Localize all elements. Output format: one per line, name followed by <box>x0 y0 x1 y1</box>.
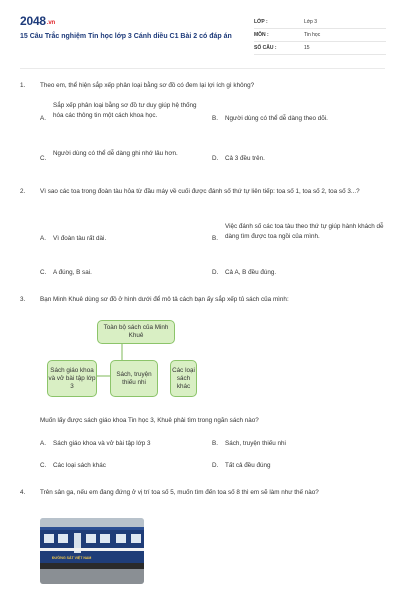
meta-row-class <box>254 16 386 29</box>
document-header <box>20 14 385 62</box>
option-letter: C. <box>40 155 47 162</box>
option-text: Sắp xếp phân loại bằng sơ đồ tư duy giúp hệ thống hóa các thông tin một cách khoa học. <box>53 102 197 119</box>
train-livery-text: ĐƯỜNG SẮT VIỆT NAM <box>52 556 92 560</box>
question-number: 1. <box>20 82 26 89</box>
option-letter: B. <box>212 115 218 122</box>
diagram-child-other-books: Các loại sách khác <box>170 360 197 397</box>
option-text: Cả 3 đều trên. <box>225 155 265 162</box>
question-number: 2. <box>20 188 26 195</box>
option-letter: C. <box>40 269 47 276</box>
meta-table <box>254 16 386 55</box>
option-text: Người dùng có thể dễ dàng ghi nhớ lâu hơn. <box>53 150 178 157</box>
option-letter: A. <box>40 115 46 122</box>
meta-key: MÔN : <box>254 32 269 38</box>
option-text: Tất cả đều đúng <box>225 462 271 469</box>
option-text: Việc đánh số các toa tàu theo thứ tự giúp hành khách dễ dàng tìm được toa ngồi của mình. <box>225 223 384 240</box>
diagram-child-children-books: Sách, truyện thiếu nhi <box>110 360 158 397</box>
question-text: Trên sân ga, nếu em đang đứng ở vị trí toa số 5, muốn tìm đến toa số 8 thì em sẽ làm như thế nào? <box>40 489 319 496</box>
meta-key: LỚP : <box>254 19 268 25</box>
option-text: Sách, truyện thiếu nhi <box>225 440 286 447</box>
logo-suffix: .vn <box>46 20 55 26</box>
option-letter: D. <box>212 155 219 162</box>
train-illustration <box>40 518 144 584</box>
question-text: Bạn Minh Khuê dùng sơ đồ ở hình dưới để mô tả cách bạn ấy sắp xếp tủ sách của mình: <box>40 296 289 303</box>
meta-value: Tin học <box>304 32 321 38</box>
header-divider <box>20 68 385 69</box>
question-3-subtext <box>40 416 370 426</box>
document-title: 15 Câu Trắc nghiệm Tin học lớp 3 Cánh diều C1 Bài 2 có đáp án <box>20 33 232 40</box>
diagram-child-textbooks: Sách giáo khoa và vở bài tập lớp 3 <box>47 360 97 397</box>
question-text: Vì sao các toa trong đoàn tàu hỏa từ đầu máy về cuối được đánh số thứ tự liên tiếp: toa số 1, toa số 2, toa số 3...? <box>40 188 360 195</box>
meta-value: 15 <box>304 45 310 51</box>
question-text: Theo em, thể hiện sắp xếp phân loại bằng sơ đồ có đem lại lợi ích gì không? <box>40 82 255 89</box>
meta-key: SỐ CÂU : <box>254 45 277 51</box>
option-letter: B. <box>212 440 218 447</box>
logo-text: 2048 <box>20 14 46 28</box>
question-number: 4. <box>20 489 26 496</box>
option-text: Các loại sách khác <box>53 462 106 469</box>
meta-value: Lớp 3 <box>304 19 318 25</box>
option-letter: D. <box>212 462 219 469</box>
diagram-root-node: Toàn bộ sách của Minh Khuê <box>97 320 175 344</box>
option-letter: A. <box>40 440 46 447</box>
option-text: Người dùng có thể dễ dàng theo dõi. <box>225 115 328 122</box>
question-subtext: Muốn lấy được sách giáo khoa Tin học 3, Khuê phải tìm trong ngăn sách nào? <box>40 417 259 424</box>
meta-row-count <box>254 42 386 55</box>
option-text: Vì đoàn tàu rất dài. <box>53 235 107 242</box>
question-number: 3. <box>20 296 26 303</box>
meta-row-subject <box>254 29 386 42</box>
option-text: A đúng, B sai. <box>53 269 92 276</box>
option-letter: D. <box>212 269 219 276</box>
option-letter: C. <box>40 462 47 469</box>
option-text: Sách giáo khoa và vở bài tập lớp 3 <box>53 440 151 447</box>
option-letter: B. <box>212 235 218 242</box>
option-text: Cả A, B đều đúng. <box>225 269 277 276</box>
option-letter: A. <box>40 235 46 242</box>
bookshelf-diagram <box>47 320 197 410</box>
site-logo[interactable] <box>20 14 55 28</box>
train-photo <box>40 518 144 584</box>
